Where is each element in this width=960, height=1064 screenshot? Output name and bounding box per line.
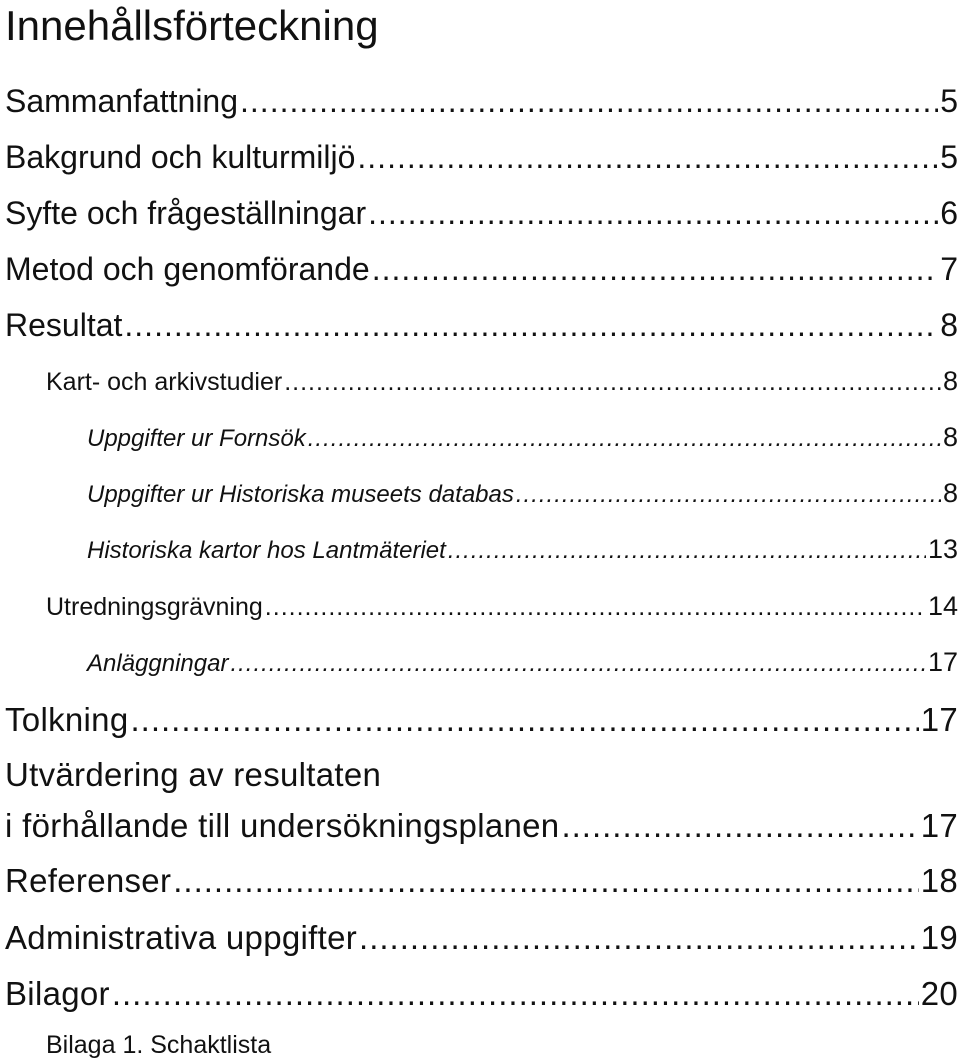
dot-leader [516, 478, 941, 512]
page-number: 17 [920, 701, 958, 738]
entry-label: Tolkning [5, 701, 129, 738]
page-number: 17 [920, 807, 958, 844]
entry-label: Sammanfattning [5, 83, 239, 119]
page-number: 6 [940, 195, 958, 231]
toc-entry-bakgrund[interactable] [5, 137, 958, 177]
dot-leader [357, 137, 938, 177]
toc-entry-metod[interactable] [5, 249, 958, 289]
page-number: 19 [920, 919, 958, 956]
dot-leader [359, 918, 919, 958]
entry-label: i förhållande till undersökningsplanen [5, 807, 560, 844]
toc-entry-bilaga-1[interactable]: Bilaga 1. Schaktlista [46, 1031, 272, 1059]
toc-entry-utredningsgravning[interactable] [46, 589, 958, 623]
entry-label: Anläggningar [87, 650, 229, 677]
entry-label: Syfte och frågeställningar [5, 195, 367, 231]
page-number: 8 [940, 307, 958, 343]
entry-label: Uppgifter ur Fornsök [87, 425, 306, 452]
entry-label: Referenser [5, 862, 172, 899]
page-number: 8 [942, 366, 958, 396]
page-number: 17 [927, 647, 958, 677]
dot-leader [308, 422, 941, 456]
toc-title: Innehållsförteckning [5, 2, 379, 49]
dot-leader [130, 700, 918, 740]
page-number: 7 [940, 251, 958, 287]
toc-entry-historiska-kartor[interactable] [87, 532, 958, 566]
page-number: 8 [942, 478, 958, 508]
toc-entry-sammanfattning[interactable] [5, 81, 958, 121]
toc-entry-kart-arkiv[interactable] [46, 364, 958, 398]
entry-label: Bakgrund och kulturmiljö [5, 139, 356, 175]
toc-entry-fornsok[interactable] [87, 420, 958, 454]
entry-label: Administrativa uppgifter [5, 919, 358, 956]
toc-entry-historiska-museet[interactable] [87, 476, 958, 510]
toc-entry-tolkning[interactable] [5, 700, 958, 740]
entry-label: Historiska kartor hos Lantmäteriet [87, 537, 446, 564]
toc-entry-bilagor[interactable] [5, 974, 958, 1014]
entry-label: Uppgifter ur Historiska museets databas [87, 481, 514, 508]
page-number: 14 [927, 591, 958, 621]
page-number: 20 [920, 975, 958, 1012]
page-number: 5 [940, 83, 958, 119]
toc-entry-anlaggningar[interactable] [87, 645, 958, 679]
entry-label: Resultat [5, 307, 123, 343]
page-number: 13 [927, 534, 958, 564]
toc-entry-syfte[interactable] [5, 193, 958, 233]
entry-label: Kart- och arkivstudier [46, 368, 283, 396]
toc-entry-resultat[interactable] [5, 305, 958, 345]
page-number: 8 [942, 422, 958, 452]
dot-leader [124, 305, 938, 345]
dot-leader [561, 806, 918, 846]
toc-entry-utvardering-line1[interactable]: Utvärdering av resultaten [5, 756, 382, 793]
toc-entry-referenser[interactable] [5, 861, 958, 901]
dot-leader [368, 193, 938, 233]
dot-leader [372, 249, 939, 289]
dot-leader [173, 861, 918, 901]
page-number: 18 [920, 862, 958, 899]
entry-label: Metod och genomförande [5, 251, 370, 287]
toc-entry-administrativa[interactable] [5, 918, 958, 958]
dot-leader [265, 590, 926, 624]
entry-label: Utredningsgrävning [46, 593, 263, 621]
dot-leader [112, 974, 919, 1014]
dot-leader [284, 365, 941, 399]
dot-leader [448, 534, 926, 568]
dot-leader [230, 647, 926, 681]
page-number: 5 [940, 139, 958, 175]
toc-entry-utvardering[interactable] [5, 806, 958, 846]
dot-leader [240, 81, 938, 121]
entry-label: Bilagor [5, 975, 110, 1012]
